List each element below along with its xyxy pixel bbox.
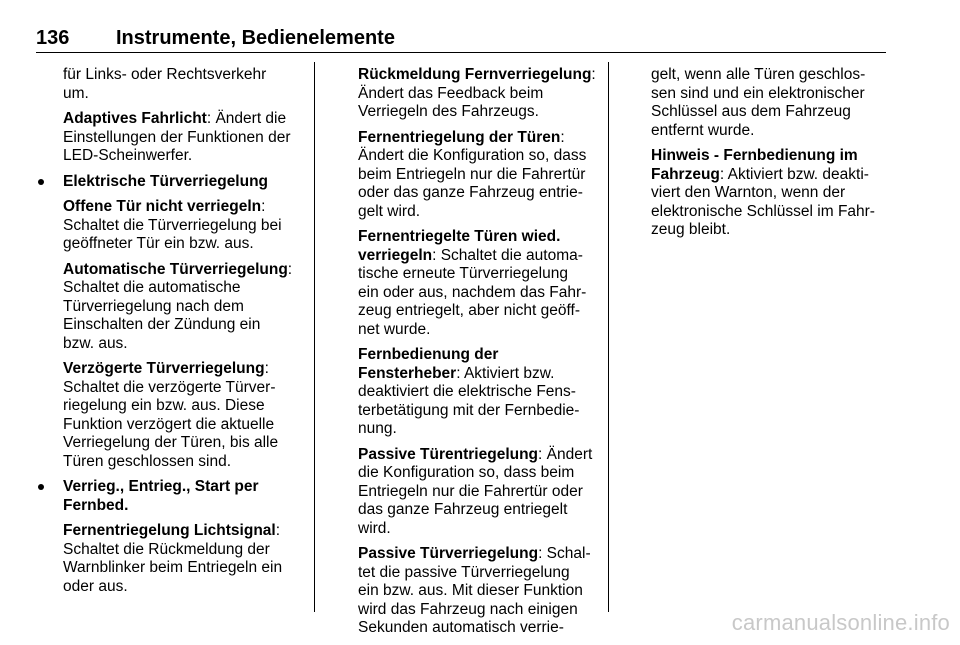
term: Verzögerte Türverriegelung — [63, 360, 265, 377]
bullet-icon — [38, 179, 44, 185]
column-1 — [63, 66, 311, 603]
paragraph — [358, 545, 598, 638]
column-3 — [651, 66, 891, 247]
term: Fernbedienung der Fensterheber — [358, 346, 499, 382]
definition: : Schal- tet die passive Türverriegelung ein bzw. aus. Mit dieser Funktion wird das Fahrzeug nach einigen Sekunden automatisch verrie- — [358, 545, 591, 636]
page-number: 136 — [36, 27, 70, 49]
page-header — [36, 27, 886, 53]
paragraph: gelt, wenn alle Türen geschlos- sen sind und ein elektronischer Schlüssel aus dem Fahrzeug entfernt wurde. — [651, 66, 866, 139]
definition: : Schaltet die automa- tische erneute Türverriegelung ein oder aus, nachdem das Fahr- zeug entriegelt, aber nicht geöff- net wurde. — [358, 246, 587, 338]
term: Passive Türentriegelung — [358, 445, 539, 463]
term: Hinweis - Fernbedienung im Fahrzeug — [651, 147, 858, 183]
definition: : Aktiviert bzw. deakti- viert den Warnton, wenn der elektronische Schlüssel im Fahr- zeug bleibt. — [651, 165, 875, 238]
paragraph — [63, 110, 311, 166]
term: Offene Tür nicht verriegeln — [63, 198, 262, 215]
definition: : Ändert die Konfiguration so, dass beim Entriegeln nur die Fahrertür oder das ganze Fahrzeug entriegelt wird. — [358, 445, 593, 537]
term: Fernentriegelung der Türen — [358, 128, 561, 146]
term: Adaptives Fahrlicht — [63, 110, 207, 127]
bullet-heading: Verrieg., Entrieg., Start per Fernbed. — [63, 478, 259, 514]
term: Fernentriegelte Türen wied. verriegeln — [358, 228, 561, 264]
definition: : Schaltet die verzögerte Türver- riegelung ein bzw. aus. Diese Funktion verzögert die aktuelle Verriegelung der Türen, bis alle Türen geschlossen sind. — [63, 360, 279, 470]
bullet-item — [63, 173, 311, 192]
paragraph — [63, 522, 311, 596]
definition: : Schaltet die Rückmeldung der Warnblinker beim Entriegeln ein oder aus. — [63, 522, 283, 595]
paragraph — [358, 346, 598, 439]
paragraph: für Links- oder Rechtsverkehr um. — [63, 66, 267, 102]
definition: : Ändert die Konfiguration so, dass beim Entriegeln nur die Fahrertür oder das ganze Fahrzeug entrie- gelt wird. — [358, 128, 587, 220]
paragraph — [358, 129, 598, 222]
definition: : Ändert das Feedback beim Verriegeln des Fahrzeugs. — [358, 66, 596, 120]
paragraph — [63, 261, 311, 354]
definition: : Schaltet die automatische Türverriegelung nach dem Einschalten der Zündung ein bzw. aus. — [63, 260, 293, 352]
bullet-icon — [38, 484, 44, 490]
paragraph — [358, 228, 598, 339]
definition: : Aktiviert bzw. deaktiviert die elektrische Fens- terbetätigung mit der Fernbedie- nung. — [358, 364, 580, 437]
paragraph — [358, 66, 598, 122]
term: Automatische Türverriegelung — [63, 260, 288, 278]
column-divider-2 — [608, 62, 609, 612]
paragraph — [63, 198, 311, 254]
watermark: carmanualsonline.info — [731, 610, 950, 635]
bullet-heading: Elektrische Türverriegelung — [63, 172, 269, 190]
definition: : Schaltet die Türverriegelung bei geöffneter Tür ein bzw. aus. — [63, 198, 282, 252]
term: Fernentriegelung Lichtsignal — [63, 522, 276, 539]
paragraph — [63, 360, 311, 471]
term: Passive Türverriegelung — [358, 545, 539, 562]
paragraph — [358, 446, 598, 539]
definition: : Ändert die Einstellungen der Funktionen der LED-Scheinwerfer. — [63, 110, 291, 164]
paragraph — [651, 147, 891, 240]
column-divider-1 — [314, 62, 315, 612]
bullet-item — [63, 478, 311, 515]
page-title: Instrumente, Bedienelemente — [116, 27, 395, 49]
column-2 — [358, 66, 598, 645]
term: Rückmeldung Fernverriegelung — [358, 66, 592, 83]
